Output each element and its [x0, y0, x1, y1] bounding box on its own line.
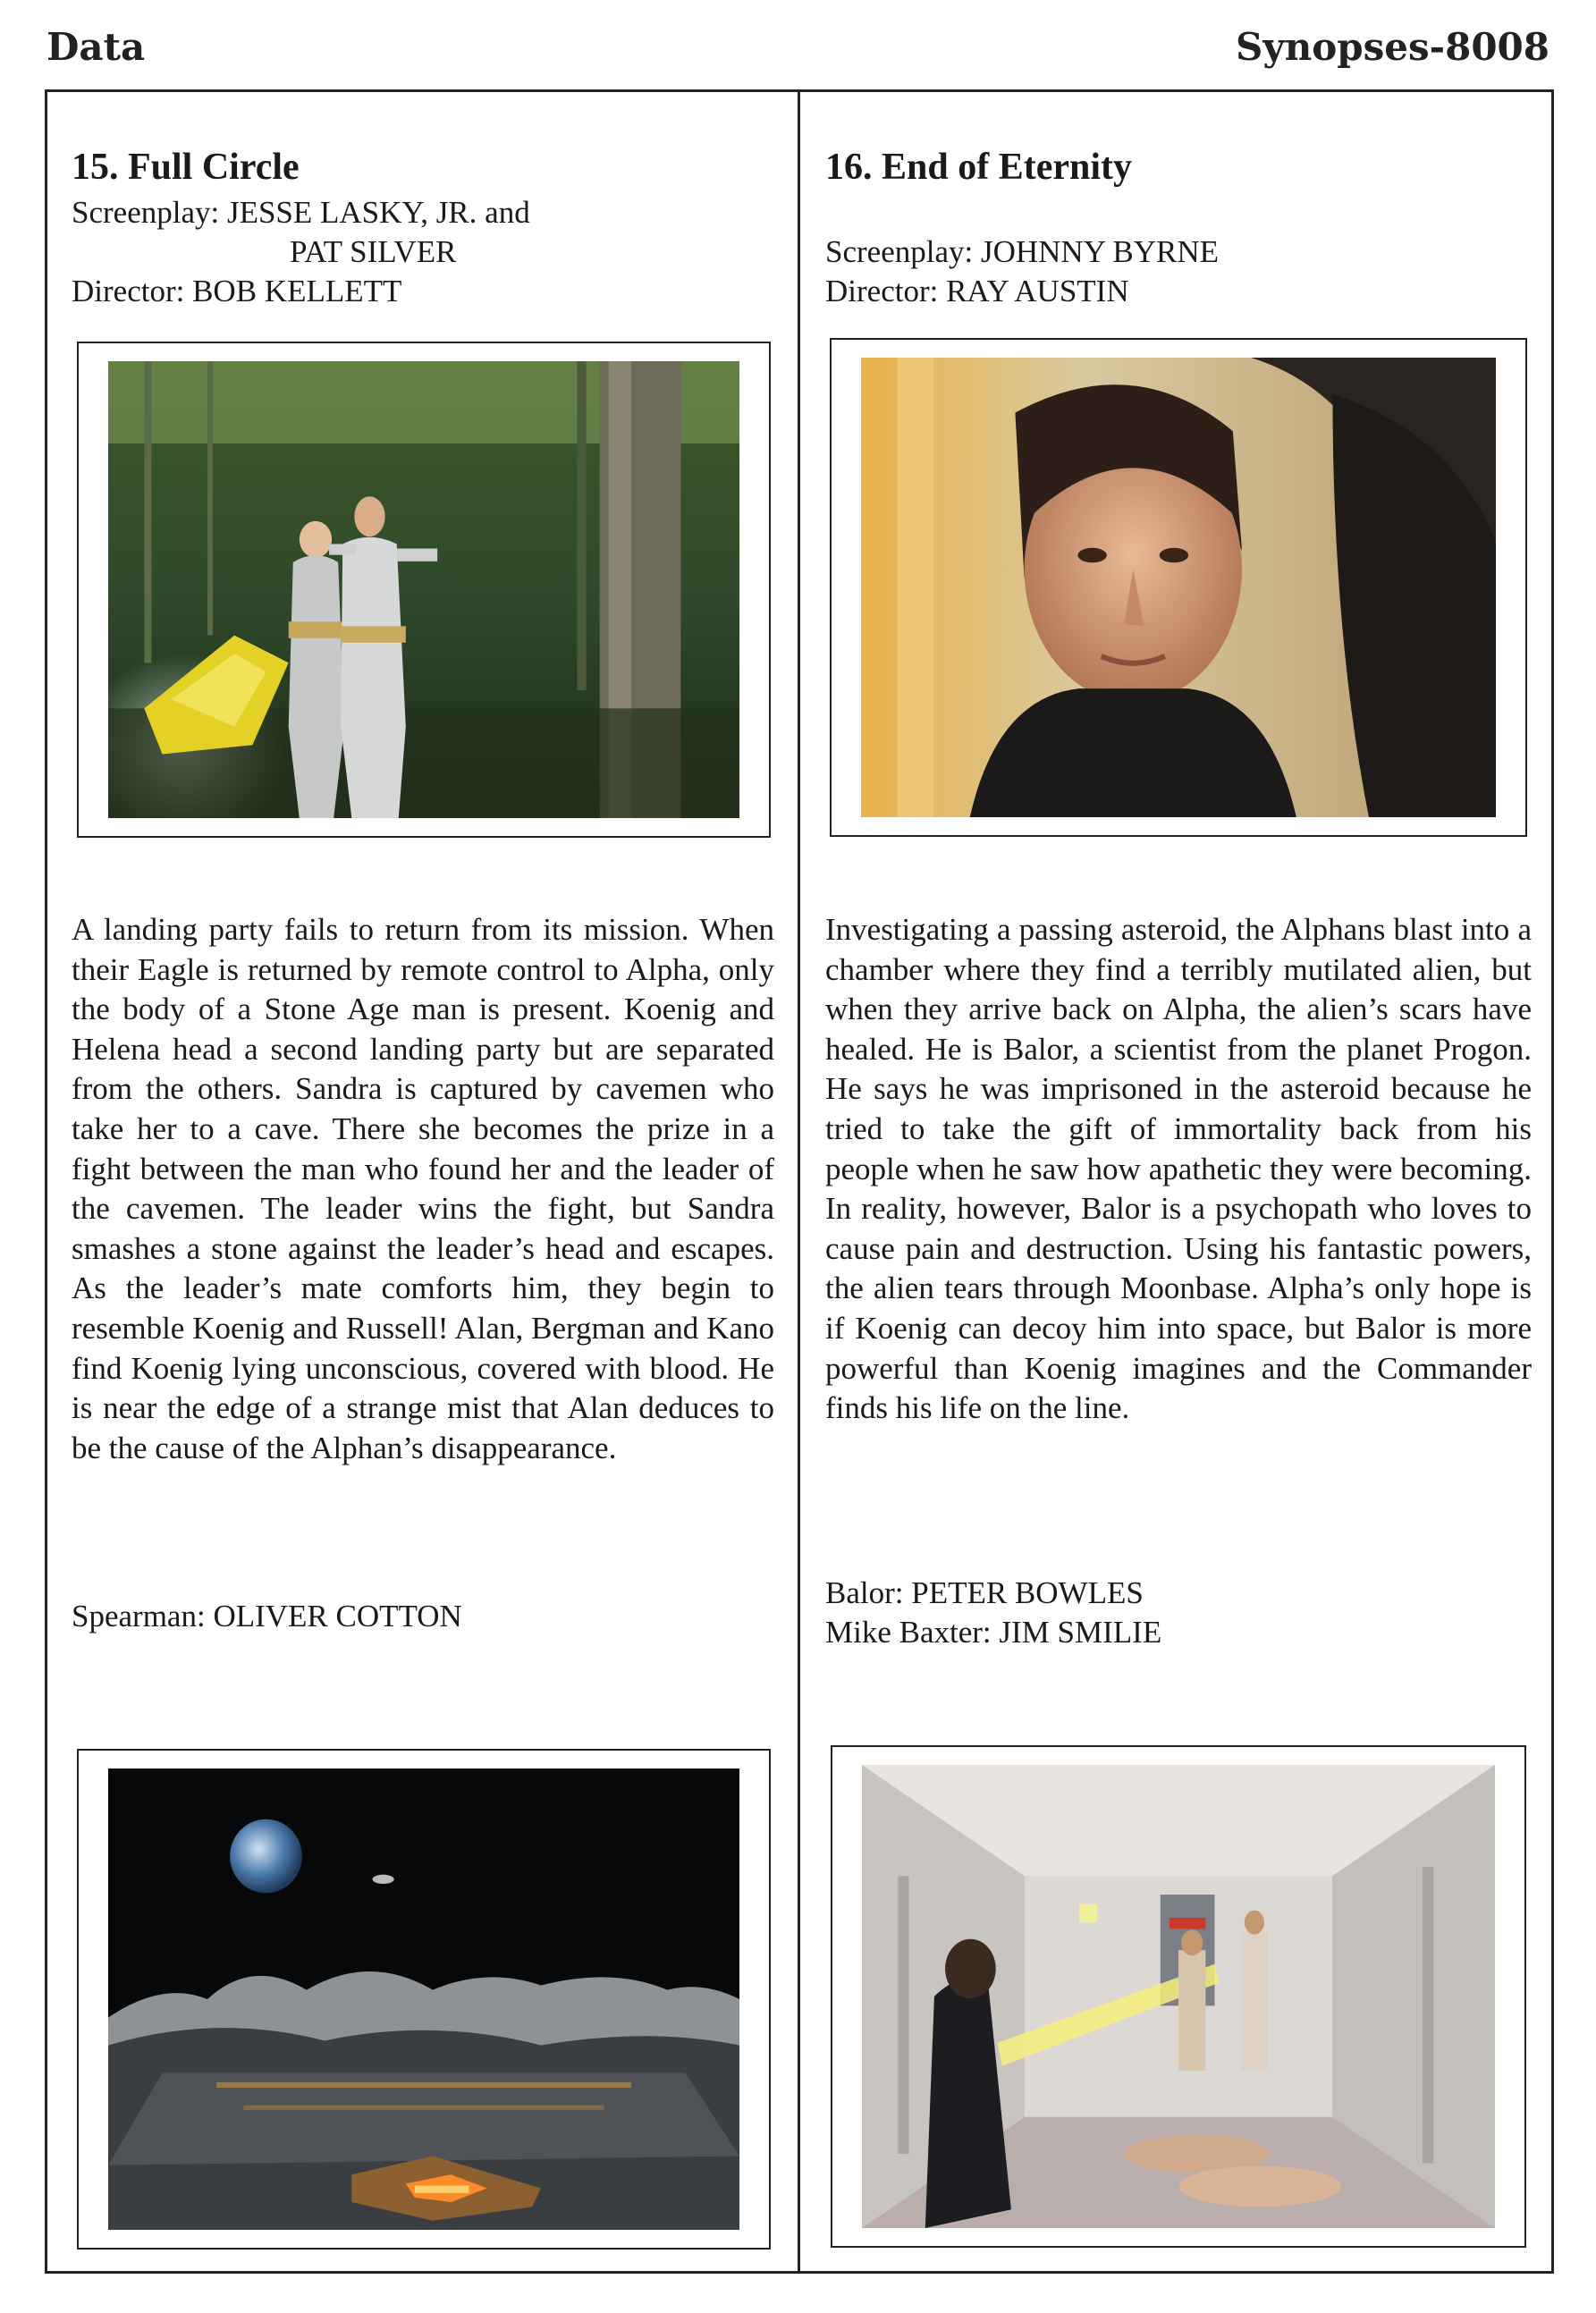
screenplay-credit — [72, 193, 530, 232]
cast-actor: OLIVER COTTON — [213, 1599, 462, 1633]
screenplay-writers-cont: PAT SILVER — [290, 234, 457, 269]
director-credit — [72, 272, 401, 311]
episode-16-column — [825, 89, 1532, 2274]
screenplay-label: Screenplay: — [825, 234, 974, 269]
cast-actor: JIM SMILIE — [999, 1615, 1162, 1650]
cast-line — [825, 1613, 1161, 1652]
header-left-label: Data — [46, 25, 146, 69]
cast-role: Balor: — [825, 1575, 904, 1610]
forest-scene-photo — [108, 361, 739, 818]
director-label: Director: — [825, 274, 939, 308]
column-divider — [798, 89, 800, 2274]
header-right-label: Synopses-8008 — [1236, 25, 1550, 69]
cast-actor: PETER BOWLES — [911, 1575, 1144, 1610]
cast-role: Mike Baxter: — [825, 1615, 992, 1650]
episode-title: 15. Full Circle — [72, 147, 300, 188]
balor-portrait-photo — [861, 358, 1496, 817]
synopsis-text: A landing party fails to return from its mission. When their Eagle is returned by remote control to Alpha, only the body of a Stone Age man is present. Koenig and Helena head a second landing party but are separated from the others. Sandra is captured by cavemen who take her to a cave. There she becomes the prize in a fight between the man who found her and the leader of the cavemen. The leader wins the fight, but Sandra smashes a stone against the leader’s head and escapes. As the leader’s mate comforts him, they begin to resemble Koenig and Russell! Alan, Bergman and Kano find Koenig lying unconscious, covered with blood. He is near the edge of a strange mist that Alan deduces to be the cause of the Alphan’s disappearance. — [72, 912, 774, 1465]
director-name: BOB KELLETT — [192, 274, 402, 308]
photo-frame — [77, 342, 771, 838]
screenplay-writers: JESSE LASKY, JR. and — [226, 195, 530, 230]
episode-title: 16. End of Eternity — [825, 147, 1133, 188]
cast-role: Spearman: — [72, 1599, 206, 1633]
director-credit — [825, 272, 1129, 311]
moonbase-earth-photo — [108, 1769, 739, 2230]
episode-15-column — [72, 89, 774, 2274]
photo-frame — [830, 338, 1527, 837]
photo-frame — [77, 1749, 771, 2250]
director-name: RAY AUSTIN — [946, 274, 1129, 308]
corridor-scene-photo — [862, 1765, 1495, 2228]
synopsis-text: Investigating a passing asteroid, the Alphans blast into a chamber where they find a terribly mutilated alien, but when they arrive back on Alpha, the alien’s scars have healed. He is Balor, a scientist from the planet Progon. He says he was imprisoned in the asteroid because he tried to take the gift of immortality back from his people when he saw how apathetic they were becoming. In reality, however, Balor is a psychopath who loves to cause pain and destruction. Using his fantastic powers, the alien tears through Moonbase. Alpha’s only hope is if Koenig can decoy him into space, but Balor is more powerful than Koenig imagines and the Commander finds his life on the line. — [825, 912, 1532, 1426]
director-label: Director: — [72, 274, 185, 308]
cast-line — [72, 1597, 462, 1636]
screenplay-writers: JOHNNY BYRNE — [980, 234, 1220, 269]
screenplay-label: Screenplay: — [72, 195, 220, 230]
screenplay-credit — [825, 232, 1219, 272]
photo-frame — [831, 1745, 1526, 2248]
cast-line — [825, 1574, 1144, 1613]
